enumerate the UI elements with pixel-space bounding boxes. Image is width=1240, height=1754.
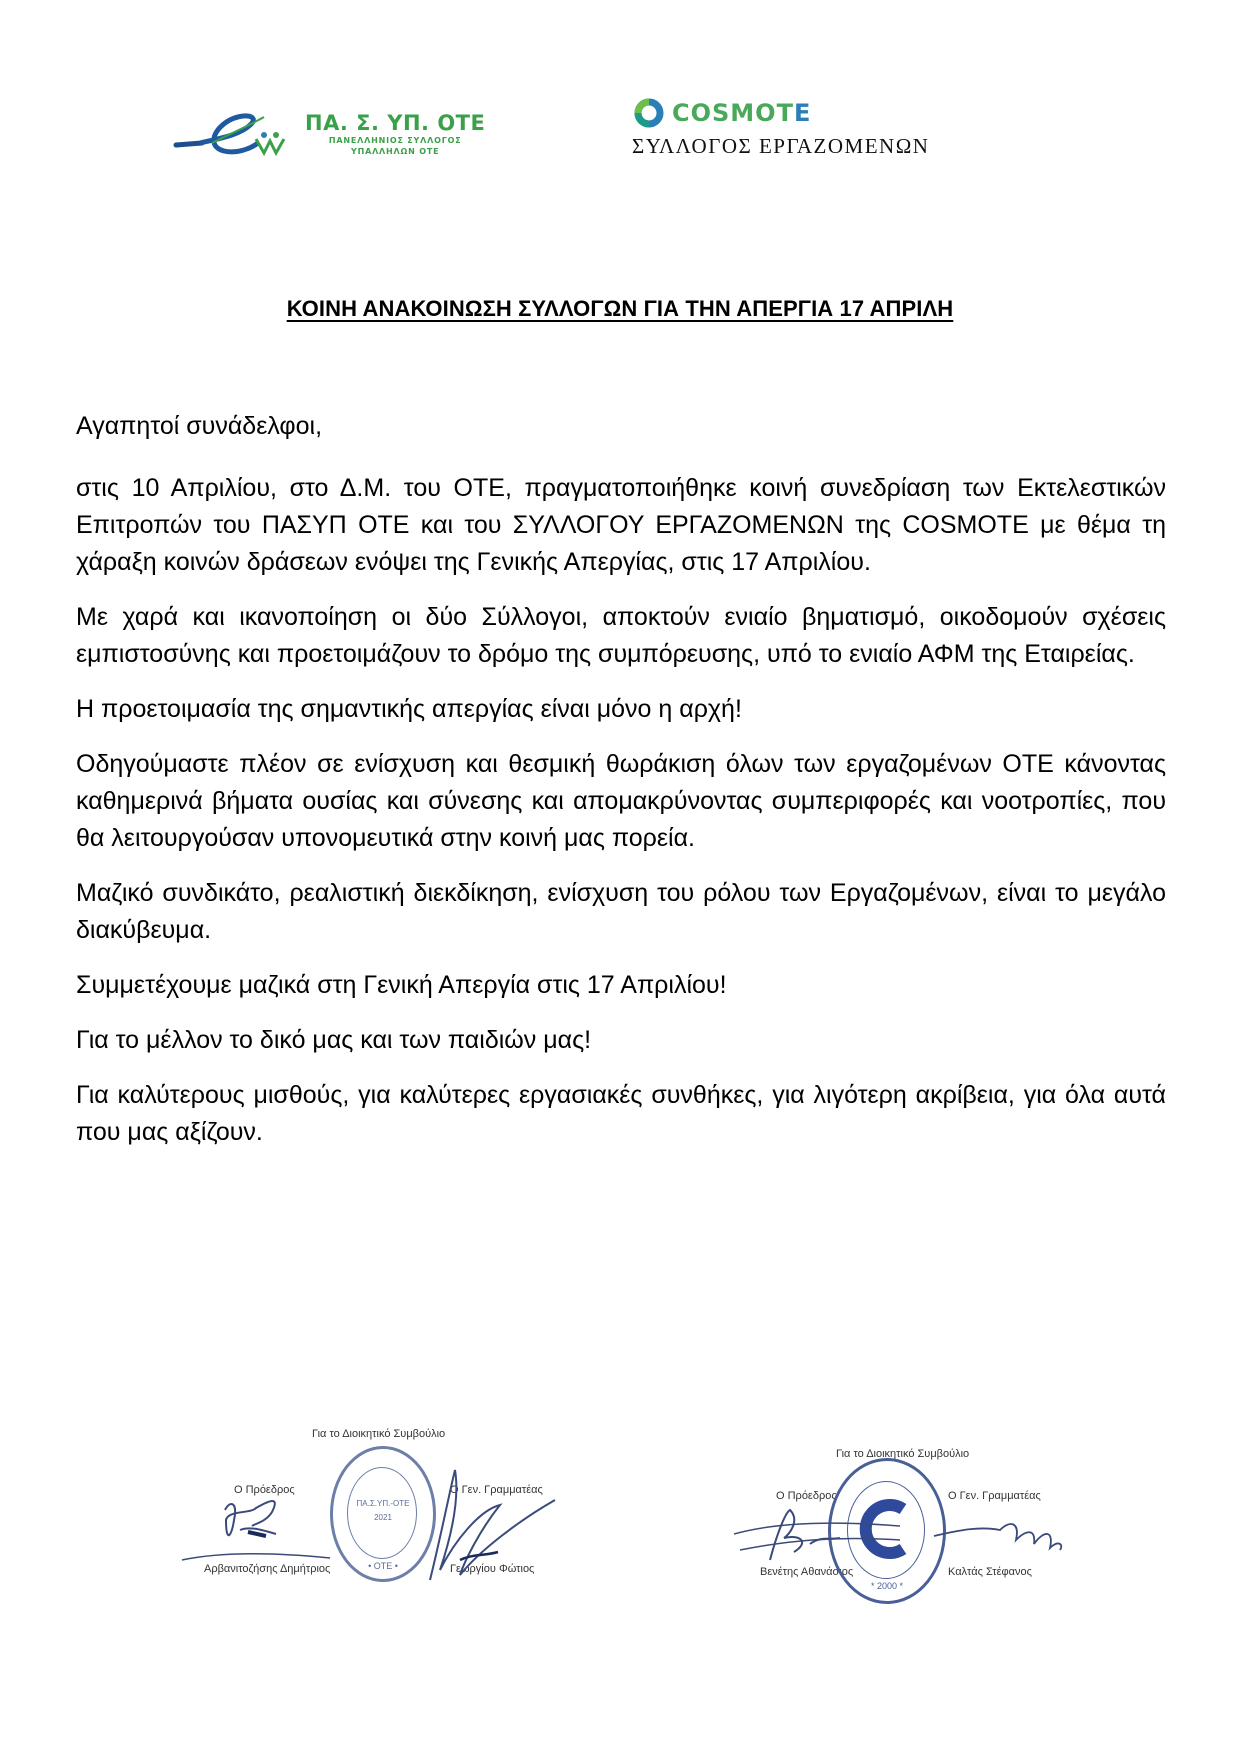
- paragraph: Συμμετέχουμε μαζικά στη Γενική Απεργία στις 17 Απριλίου!: [76, 971, 727, 999]
- board-label: Για το Διοικητικό Συμβούλιο: [836, 1448, 970, 1460]
- greeting: Αγαπητοί συνάδελφοι,: [76, 412, 323, 440]
- stamp-bottom-text: • ΟΤΕ •: [368, 1561, 398, 1571]
- cosmote-brand: [672, 99, 811, 127]
- union-name: ΣΥΛΛΟΓΟΣ ΕΡΓΑΖΟΜΕΝΩΝ: [632, 134, 930, 158]
- signature-president-icon: [730, 1500, 910, 1580]
- president-title: Ο Πρόεδρος: [776, 1490, 837, 1502]
- pasyp-swoosh-icon: [172, 109, 297, 159]
- signature-secretary-icon: [410, 1460, 560, 1590]
- cosmote-ring-icon: [634, 98, 664, 128]
- pasyp-logo: [172, 108, 522, 160]
- secretary-name: Γεωργίου Φώτιος: [450, 1563, 535, 1575]
- pasyp-subtitle-2: ΥΠΑΛΛΗΛΩΝ ΟΤΕ: [350, 146, 440, 156]
- board-label: Για το Διοικητικό Συμβούλιο: [312, 1428, 446, 1440]
- paragraph: Μαζικό συνδικάτο, ρεαλιστική διεκδίκηση, ενίσχυση του ρόλου των Εργαζομένων, είναι το μεγάλο διακύβευμα.: [76, 879, 1166, 944]
- pasyp-subtitle-1: ΠΑΝΕΛΛΗΝΙΟΣ ΣΥΛΛΟΓΟΣ: [328, 135, 462, 145]
- signature-secretary-icon: [930, 1500, 1070, 1570]
- secretary-title: Ο Γεν. Γραμματέας: [450, 1484, 543, 1496]
- paragraph: Για το μέλλον το δικό μας και των παιδιών μας!: [76, 1026, 592, 1054]
- document-title: [0, 296, 1240, 322]
- cosmote-union-logo: [632, 98, 1092, 168]
- cosmote-brand-main: COSMOT: [672, 99, 794, 127]
- signature-block-pasyp: [180, 1420, 560, 1620]
- paragraph: Οδηγούμαστε πλέον σε ενίσχυση και θεσμική θωράκιση όλων των εργαζομένων ΟΤΕ κάνοντας καθημερινά βήματα ουσίας και σύνεσης και απομακρύνοντας συμπεριφορές και νοοτροπίες, που θα λειτουργούσαν υπονομευτικά στην κοινή μας πορεία.: [76, 750, 1166, 852]
- president-name: Αρβανιτοζήσης Δημήτριος: [204, 1563, 331, 1575]
- secretary-title: Ο Γεν. Γραμματέας: [948, 1490, 1041, 1502]
- paragraph: Για καλύτερους μισθούς, για καλύτερες εργασιακές συνθήκες, για λιγότερη ακρίβεια, για όλα αυτά που μας αξίζουν.: [76, 1081, 1166, 1146]
- president-title: Ο Πρόεδρος: [234, 1484, 295, 1496]
- paragraph: στις 10 Απριλίου, στο Δ.Μ. του ΟΤΕ, πραγματοποιήθηκε κοινή συνεδρίαση των Εκτελεστικών Επιτροπών του ΠΑΣΥΠ ΟΤΕ και του ΣΥΛΛΟΓΟΥ ΕΡΓΑΖΟΜΕΝΩΝ της COSMOTE με θέμα τη χάραξη κοινών δράσεων ενόψει της Γενικής Απεργίας, στις 17 Απριλίου.: [76, 474, 1166, 576]
- document-body: [76, 408, 1166, 1169]
- secretary-name: Καλτάς Στέφανος: [948, 1566, 1032, 1578]
- signature-block-cosmote: [700, 1440, 1080, 1620]
- president-name: Βενέτης Αθανάσιος: [760, 1566, 854, 1578]
- paragraph: Η προετοιμασία της σημαντικής απεργίας είναι μόνο η αρχή!: [76, 695, 742, 723]
- signature-president-icon: [180, 1490, 340, 1580]
- pasyp-title: ΠΑ. Σ. ΥΠ. ΟΤΕ: [305, 110, 486, 135]
- stamp-year: 2021: [374, 1513, 392, 1522]
- stamp-year: * 2000 *: [870, 1581, 904, 1591]
- paragraph: Με χαρά και ικανοποίηση οι δύο Σύλλογοι, αποκτούν ενιαίο βηματισμό, οικοδομούν σχέσεις εμπιστοσύνης και προετοιμάζουν το δρόμο της συμπόρευσης, υπό το ενιαίο ΑΦΜ της Εταιρείας.: [76, 603, 1166, 668]
- stamp-center-text: ΠΑ.Σ.ΥΠ.-ΟΤΕ: [356, 1499, 410, 1508]
- cosmote-brand-last: E: [793, 99, 812, 127]
- document-title-text: ΚΟΙΝΗ ΑΝΑΚΟΙΝΩΣΗ ΣΥΛΛΟΓΩΝ ΓΙΑ ΤΗΝ ΑΠΕΡΓΙΑ 17 ΑΠΡΙΛΗ: [286, 296, 954, 321]
